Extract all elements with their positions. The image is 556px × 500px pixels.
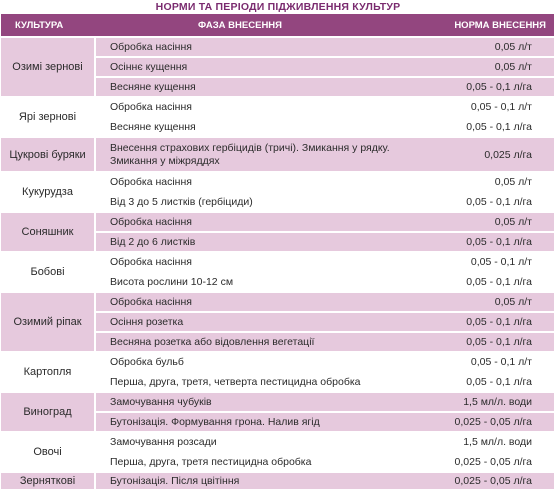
rate-cell: 0,05 л/т	[420, 213, 554, 233]
table-row	[1, 353, 554, 373]
crop-name: Озимий ріпак	[1, 293, 96, 353]
phase-cell: Замочування чубуків	[96, 393, 420, 413]
phase-cell: Обробка насіння	[96, 98, 420, 118]
phase-cell: Замочування розсади	[96, 433, 420, 453]
phase-cell: Від 3 до 5 листків (гербіциди)	[96, 193, 420, 213]
rate-cell: 0,05 - 0,1 л/га	[420, 193, 554, 213]
fertilization-table	[1, 14, 554, 491]
table-row	[1, 393, 554, 413]
crop-name: Картопля	[1, 353, 96, 393]
phase-cell: Весняне кущення	[96, 118, 420, 138]
crop-name: Виноград	[1, 393, 96, 433]
rate-cell: 0,05 - 0,1 л/га	[420, 233, 554, 253]
rate-cell: 0,025 - 0,05 л/га	[420, 413, 554, 433]
phase-cell: Обробка насіння	[96, 293, 420, 313]
rate-cell: 0,05 - 0,1 л/т	[420, 98, 554, 118]
table-row	[1, 38, 554, 58]
crop-name: Озимі зернові	[1, 38, 96, 98]
header-rate: НОРМА ВНЕСЕННЯ	[420, 14, 554, 38]
rate-cell: 0,025 - 0,05 л/га	[420, 473, 554, 491]
rate-cell: 1,5 мл/л. води	[420, 433, 554, 453]
phase-cell: Весняна розетка або відовлення вегетації	[96, 333, 420, 353]
crop-name: Кукурудза	[1, 173, 96, 213]
table-row	[1, 98, 554, 118]
rate-cell: 0,05 - 0,1 л/га	[420, 333, 554, 353]
rate-cell: 0,05 - 0,1 л/т	[420, 253, 554, 273]
table-header-row	[1, 14, 554, 38]
table-row	[1, 253, 554, 273]
phase-cell: Обробка бульб	[96, 353, 420, 373]
phase-cell: Осіннє кущення	[96, 58, 420, 78]
phase-cell: Бутонізація. Після цвітіння	[96, 473, 420, 491]
phase-cell: Перша, друга, третя пестицидна обробка	[96, 453, 420, 473]
table-row	[1, 433, 554, 453]
rate-cell: 0,025 - 0,05 л/га	[420, 453, 554, 473]
rate-cell: 0,05 - 0,1 л/га	[420, 118, 554, 138]
table-body	[1, 38, 554, 491]
crop-name: Бобові	[1, 253, 96, 293]
rate-cell: 0,05 л/т	[420, 38, 554, 58]
phase-cell: Від 2 до 6 листків	[96, 233, 420, 253]
rate-cell: 0,05 - 0,1 л/га	[420, 313, 554, 333]
rate-cell: 0,05 л/т	[420, 173, 554, 193]
rate-cell: 0,05 - 0,1 л/га	[420, 78, 554, 98]
page-title: НОРМИ ТА ПЕРІОДИ ПІДЖИВЛЕННЯ КУЛЬТУР	[155, 1, 401, 13]
rate-cell: 0,05 - 0,1 л/га	[420, 373, 554, 393]
phase-cell: Весняне кущення	[96, 78, 420, 98]
header-crop: КУЛЬТУРА	[1, 14, 96, 38]
crop-name: Зерняткові	[1, 473, 96, 491]
table-row	[1, 138, 554, 173]
table-row	[1, 173, 554, 193]
phase-cell: Висота рослини 10-12 см	[96, 273, 420, 293]
rate-cell: 0,05 - 0,1 л/т	[420, 353, 554, 373]
crop-name: Ярі зернові	[1, 98, 96, 138]
phase-cell: Обробка насіння	[96, 213, 420, 233]
table-row	[1, 293, 554, 313]
rate-cell: 1,5 мл/л. води	[420, 393, 554, 413]
table-row	[1, 473, 554, 491]
crop-name: Овочі	[1, 433, 96, 473]
phase-cell: Обробка насіння	[96, 253, 420, 273]
phase-cell: Внесення страхових гербіцидів (тричі). Змикання у рядку. Змикання у міжряддях	[96, 138, 420, 173]
phase-cell: Бутонізація. Формування грона. Налив ягід	[96, 413, 420, 433]
rate-cell: 0,05 - 0,1 л/га	[420, 273, 554, 293]
crop-name: Соняшник	[1, 213, 96, 253]
phase-cell: Обробка насіння	[96, 38, 420, 58]
header-phase: ФАЗА ВНЕСЕННЯ	[96, 14, 420, 38]
crop-name: Цукрові буряки	[1, 138, 96, 173]
table-row	[1, 213, 554, 233]
phase-cell: Перша, друга, третя, четверта пестицидна обробка	[96, 373, 420, 393]
rate-cell: 0,05 л/т	[420, 58, 554, 78]
phase-cell: Осіння розетка	[96, 313, 420, 333]
phase-cell: Обробка насіння	[96, 173, 420, 193]
rate-cell: 0,05 л/т	[420, 293, 554, 313]
rate-cell: 0,025 л/га	[420, 138, 554, 173]
